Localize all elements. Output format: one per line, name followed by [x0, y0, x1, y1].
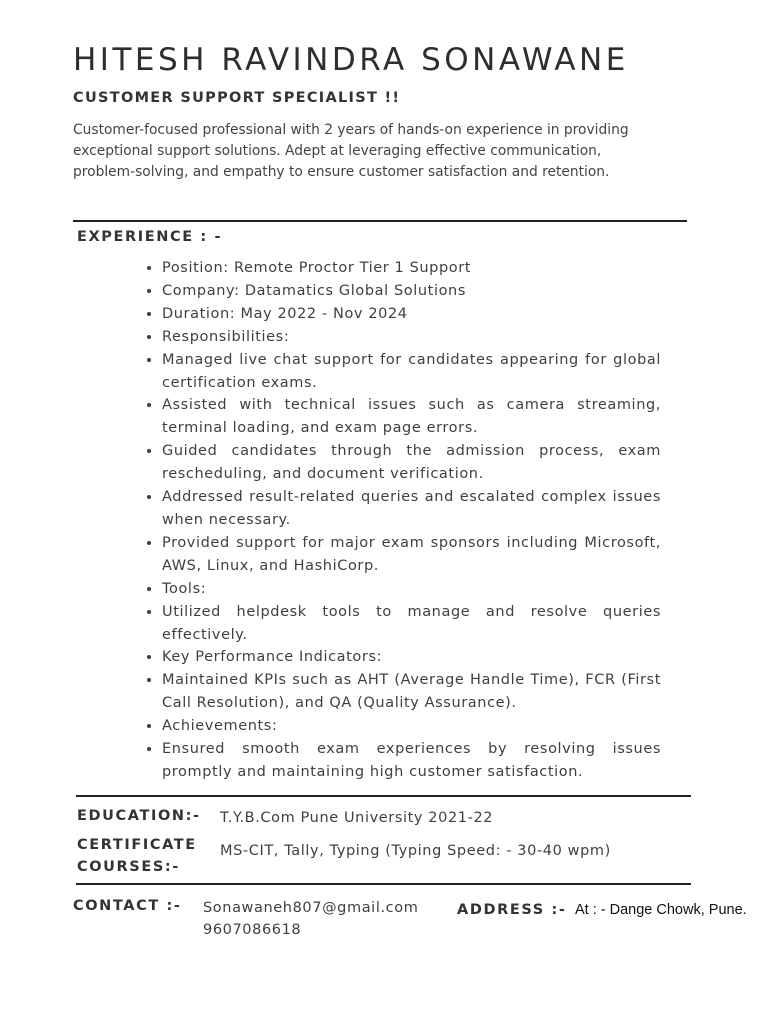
experience-heading: EXPERIENCE : - — [77, 229, 223, 245]
list-item: • Achievements: — [162, 715, 661, 738]
certificate-value: MS-CIT, Tally, Typing (Typing Speed: - 30-40 wpm) — [220, 843, 611, 859]
address-value: At : - Dange Chowk, Pune. — [575, 902, 747, 918]
list-item: • Responsibilities: — [162, 326, 661, 349]
list-item: • Position: Remote Proctor Tier 1 Support — [162, 257, 661, 280]
list-item: • Assisted with technical issues such as camera streaming, terminal loading, and exam page errors. — [162, 394, 661, 440]
contact-heading: CONTACT :- — [73, 898, 182, 914]
list-item: • Maintained KPIs such as AHT (Average Handle Time), FCR (First Call Resolution), and QA (Quality Assurance). — [162, 669, 661, 715]
list-item: • Managed live chat support for candidates appearing for global certification exams. — [162, 349, 661, 395]
divider — [73, 220, 687, 222]
list-item: • Key Performance Indicators: — [162, 646, 661, 669]
divider — [76, 883, 691, 885]
list-item: • Duration: May 2022 - Nov 2024 — [162, 303, 661, 326]
job-title: CUSTOMER SUPPORT SPECIALIST !! — [73, 90, 401, 106]
list-item: • Utilized helpdesk tools to manage and resolve queries effectively. — [162, 601, 661, 647]
certificate-heading-line2: COURSES:- — [77, 859, 180, 875]
profile-summary: Customer-focused professional with 2 years of hands-on experience in providing exceptional support solutions. Adept at leveraging effective communication, problem-solving, and empathy to ensure customer satisfaction and retention. — [73, 122, 629, 180]
address-heading: ADDRESS :- — [457, 902, 567, 918]
education-value: T.Y.B.Com Pune University 2021-22 — [220, 810, 494, 826]
list-item: • Guided candidates through the admission process, exam rescheduling, and document verification. — [162, 440, 661, 486]
candidate-name: HITESH RAVINDRA SONAWANE — [73, 42, 629, 78]
list-item: • Addressed result-related queries and escalated complex issues when necessary. — [162, 486, 661, 532]
experience-list — [141, 257, 661, 784]
contact-phone: 9607086618 — [203, 922, 302, 938]
divider — [76, 795, 691, 797]
list-item: • Company: Datamatics Global Solutions — [162, 280, 661, 303]
list-item: • Tools: — [162, 578, 661, 601]
contact-email: Sonawaneh807@gmail.com — [203, 900, 419, 916]
education-heading: EDUCATION:- — [77, 808, 201, 824]
certificate-heading-line1: CERTIFICATE — [77, 837, 197, 853]
list-item: • Ensured smooth exam experiences by resolving issues promptly and maintaining high customer satisfaction. — [162, 738, 661, 784]
list-item: • Provided support for major exam sponsors including Microsoft, AWS, Linux, and HashiCorp. — [162, 532, 661, 578]
